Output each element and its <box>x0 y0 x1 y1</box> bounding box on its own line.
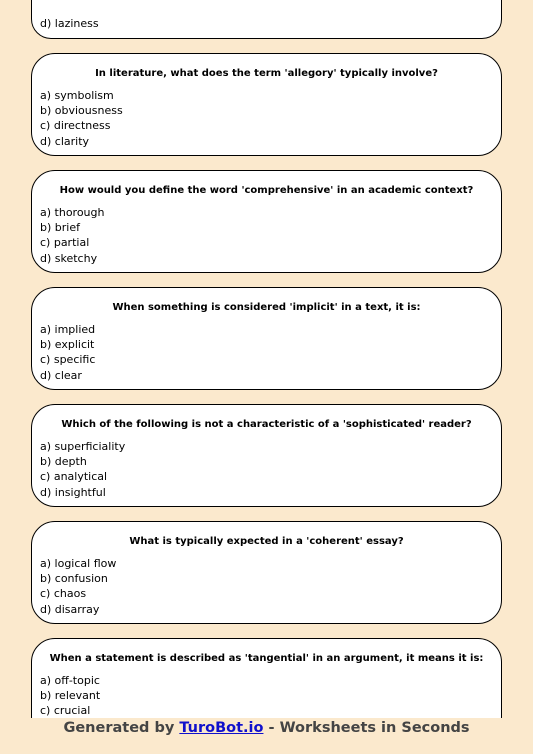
question-card <box>31 404 502 507</box>
answer-option: c) partial <box>40 236 90 250</box>
answer-options <box>40 673 100 719</box>
question-card <box>31 287 502 390</box>
question-text: How would you define the word 'comprehensive' in an academic context? <box>59 185 474 196</box>
answer-option: c) analytical <box>40 470 108 484</box>
answer-option: c) crucial <box>40 704 91 718</box>
answer-option: a) thorough <box>40 206 105 219</box>
footer-prefix: Generated by <box>63 720 180 736</box>
question-card <box>31 170 502 273</box>
question-card <box>31 53 502 156</box>
answer-option: a) symbolism <box>40 89 114 102</box>
answer-options <box>40 205 104 266</box>
answer-option: d) clarity <box>40 134 90 148</box>
answer-option: d) sketchy <box>40 251 98 265</box>
answer-option: a) implied <box>40 323 96 336</box>
answer-option: a) logical flow <box>40 557 117 570</box>
answer-option: a) superficiality <box>40 440 126 453</box>
answer-option: b) relevant <box>40 689 101 703</box>
answer-option: d) insightful <box>40 485 106 499</box>
answer-option: c) directness <box>40 119 111 133</box>
question-card-partial <box>31 0 502 39</box>
answer-option: d) disarray <box>40 602 100 616</box>
question-text: When a statement is described as 'tangential' in an argument, it means it is: <box>49 653 484 664</box>
question-text: When something is considered 'implicit' in a text, it is: <box>112 302 421 313</box>
answer-option: a) off-topic <box>40 674 100 687</box>
footer-suffix: - Worksheets in Seconds <box>263 720 470 736</box>
question-card <box>31 521 502 624</box>
answer-option: c) specific <box>40 353 96 367</box>
answer-option: d) laziness <box>40 17 99 30</box>
question-text: In literature, what does the term 'allegory' typically involve? <box>95 68 438 79</box>
answer-options <box>40 322 95 383</box>
answer-options <box>40 88 123 149</box>
answer-option: d) clear <box>40 368 82 382</box>
answer-options <box>40 556 116 617</box>
question-text: Which of the following is not a characteristic of a 'sophisticated' reader? <box>61 419 472 430</box>
footer <box>0 718 533 754</box>
question-text: What is typically expected in a 'coherent' essay? <box>129 536 404 547</box>
answer-option: c) chaos <box>40 587 87 601</box>
answer-option: b) depth <box>40 455 87 469</box>
answer-option: b) confusion <box>40 572 108 586</box>
answer-options <box>40 439 125 500</box>
answer-option: b) obviousness <box>40 104 123 118</box>
turobot-link[interactable]: TuroBot.io <box>179 720 264 736</box>
answer-option: b) explicit <box>40 338 95 352</box>
answer-option: b) brief <box>40 221 80 235</box>
